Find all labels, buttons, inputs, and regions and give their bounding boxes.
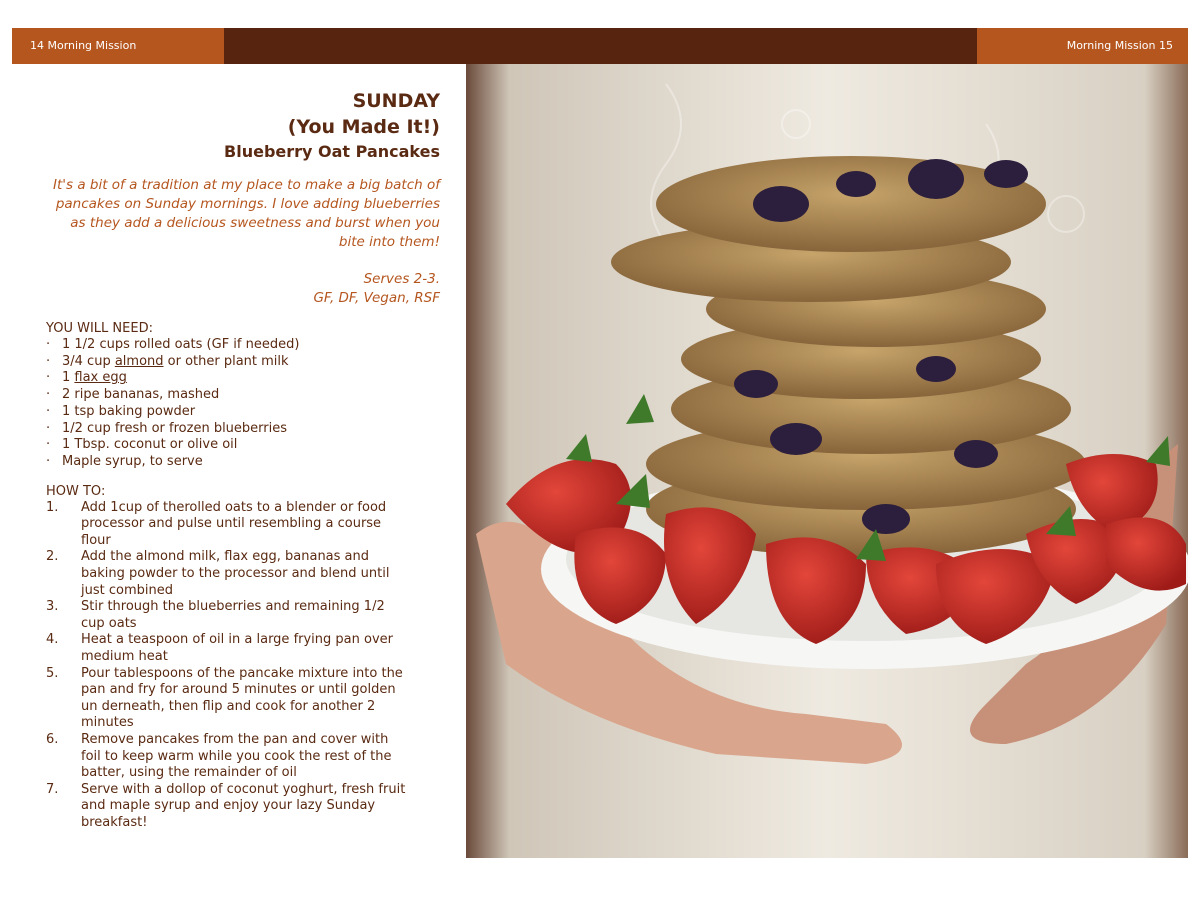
page-number-right: Morning Mission 15: [977, 28, 1188, 64]
method-step: [46, 782, 440, 832]
ingredient-link[interactable]: flax egg: [74, 370, 127, 386]
method-step: [46, 666, 440, 732]
ingredient-text: 1 tsp baking powder: [62, 403, 196, 419]
step-text: Add the almond milk, flax egg, bananas and baking powder to the processor and blend until just combined: [81, 549, 390, 598]
method-step: [46, 732, 440, 782]
method-steps: [46, 500, 440, 832]
step-text: Heat a teaspoon of oil in a large frying pan over medium heat: [81, 632, 393, 664]
ingredients-heading: YOU WILL NEED:: [46, 321, 153, 336]
ingredient-item: [46, 404, 440, 421]
serves-text: Serves 2-3.: [363, 271, 440, 287]
page-number-left: 14 Morning Mission: [12, 28, 224, 64]
step-number: 6.: [46, 731, 59, 747]
recipe-intro: It's a bit of a tradition at my place to make a big batch of pancakes on Sunday mornings. I love adding blueberries as they add a delicious sweetness and burst when you bite into them!: [53, 177, 440, 250]
step-text: Pour tablespoons of the pancake mixture into the pan and fry for around 5 minutes or until golden un derneath, then flip and cook for another 2 minutes: [81, 665, 403, 731]
ingredient-text: 1: [62, 370, 75, 386]
bullet-icon: ·: [46, 337, 51, 352]
method-step: [46, 500, 440, 550]
ingredient-item: [46, 454, 440, 471]
bullet-icon: ·: [46, 387, 51, 403]
header-bar: [12, 28, 1188, 64]
day-subtitle: (You Made It!): [287, 116, 440, 138]
ingredient-text: 3/4 cup: [62, 353, 115, 369]
ingredient-text: 1/2 cup fresh or frozen blueberries: [62, 420, 288, 436]
step-number: 5.: [46, 665, 59, 681]
bullet-icon: ·: [46, 403, 51, 419]
ingredient-text: 2 ripe bananas, mashed: [62, 387, 220, 403]
ingredient-text: 1 1/2 cups rolled oats (GF if needed): [62, 337, 300, 352]
day-title: SUNDAY: [352, 90, 440, 112]
ingredient-item: [46, 421, 440, 438]
method-heading: HOW TO:: [46, 483, 106, 499]
recipe-photo: [466, 64, 1188, 858]
ingredient-item: [46, 370, 440, 387]
method-step: [46, 599, 440, 632]
ingredient-item: [46, 354, 440, 371]
ingredient-text: Maple syrup, to serve: [62, 453, 203, 469]
serves-info: [46, 270, 440, 308]
method-step: [46, 632, 440, 665]
bullet-icon: ·: [46, 453, 51, 469]
bullet-icon: ·: [46, 437, 51, 453]
bullet-icon: ·: [46, 353, 51, 369]
step-text: Remove pancakes from the pan and cover with foil to keep warm while you cook the rest of the batter, using the remainder of oil: [81, 731, 392, 781]
step-number: 3.: [46, 599, 59, 615]
ingredients-list: [46, 337, 440, 471]
title-block: [46, 88, 440, 164]
ingredient-item: [46, 337, 440, 354]
pancake-stack-photo-illustration: [466, 64, 1188, 858]
ingredient-text-post: or other plant milk: [163, 353, 289, 369]
step-text: Serve with a dollop of coconut yoghurt, fresh fruit and maple syrup and enjoy your lazy Sunday breakfast!: [81, 781, 406, 830]
method-step: [46, 549, 440, 599]
ingredient-item: [46, 437, 440, 454]
step-number: 7.: [46, 781, 59, 797]
step-text: Add 1cup of therolled oats to a blender or food processor and pulse until resembling a course flour: [81, 499, 387, 548]
diet-tags: GF, DF, Vegan, RSF: [313, 290, 440, 306]
bullet-icon: ·: [46, 420, 51, 436]
bullet-icon: ·: [46, 370, 51, 386]
ingredient-link[interactable]: almond: [114, 353, 164, 369]
recipe-title: Blueberry Oat Pancakes: [224, 142, 440, 161]
step-number: 4.: [46, 632, 59, 648]
step-number: 1.: [46, 499, 59, 515]
step-number: 2.: [46, 549, 59, 565]
ingredient-text: 1 Tbsp. coconut or olive oil: [62, 437, 238, 453]
ingredient-item: [46, 387, 440, 404]
step-text: Stir through the blueberries and remaining 1/2 cup oats: [81, 599, 385, 631]
recipe-text-column: [46, 88, 440, 832]
